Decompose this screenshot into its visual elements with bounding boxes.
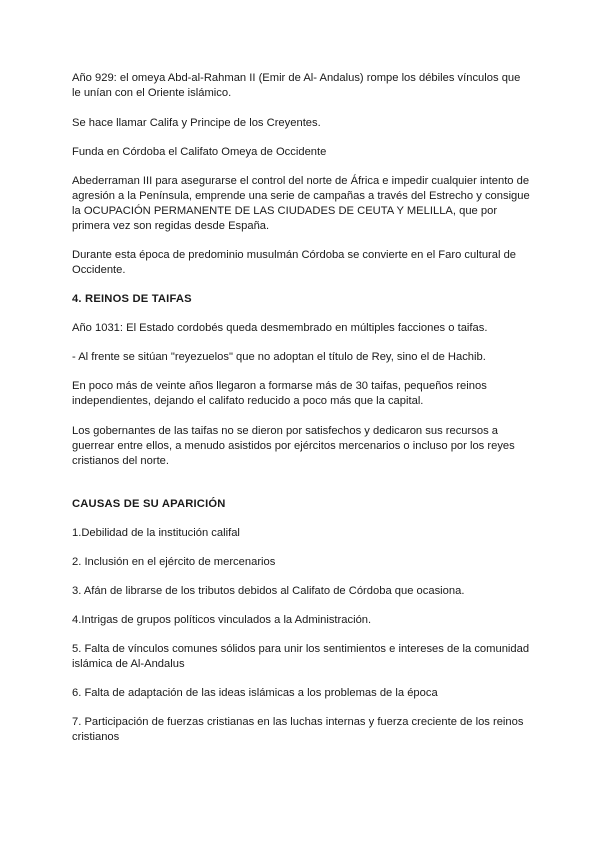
- paragraph-faro-cultural: Durante esta época de predominio musulmán Córdoba se convierte en el Faro cultural de Occidente.: [72, 249, 517, 276]
- paragraph-califato-omeya: Funda en Córdoba el Califato Omeya de Occidente: [72, 146, 327, 158]
- list-item-cause-5: 5. Falta de vínculos comunes sólidos para unir los sentimientos e intereses de la comunidad islámica de Al-Andalus: [72, 643, 530, 670]
- list-item-cause-6: 6. Falta de adaptación de las ideas islámicas a los problemas de la época: [72, 687, 438, 699]
- list-item-cause-4: 4.Intrigas de grupos políticos vinculados a la Administración.: [72, 614, 372, 626]
- paragraph-ano-929: Año 929: el omeya Abd-al-Rahman II (Emir de Al- Andalus) rompe los débiles vínculos que le unían con el Oriente islámico.: [72, 72, 521, 99]
- paragraph-califa: Se hace llamar Califa y Principe de los Creyentes.: [72, 117, 321, 129]
- list-item-cause-1: 1.Debilidad de la institución califal: [72, 527, 240, 539]
- paragraph-30-taifas: En poco más de veinte años llegaron a formarse más de 30 taifas, pequeños reinos independientes, dejando el califato reducido a poco más que la capital.: [72, 380, 487, 407]
- paragraph-reyezuelos: - Al frente se sitúan "reyezuelos" que no adoptan el título de Rey, sino el de Hachib.: [72, 351, 486, 363]
- document-page: [72, 71, 532, 745]
- paragraph-ano-1031: Año 1031: El Estado cordobés queda desmembrado en múltiples facciones o taifas.: [72, 322, 488, 334]
- list-item-cause-3: 3. Afán de librarse de los tributos debidos al Califato de Córdoba que ocasiona.: [72, 585, 465, 597]
- list-item-cause-7: 7. Participación de fuerzas cristianas en las luchas internas y fuerza creciente de los reinos cristianos: [72, 716, 524, 743]
- section-heading-taifas: 4. REINOS DE TAIFAS: [72, 293, 192, 305]
- section-heading-causas: CAUSAS DE SU APARICIÓN: [72, 498, 226, 510]
- list-item-cause-2: 2. Inclusión en el ejército de mercenarios: [72, 556, 276, 568]
- paragraph-gobernantes: Los gobernantes de las taifas no se dieron por satisfechos y dedicaron sus recursos a guerrear entre ellos, a menudo asistidos por ejércitos mercenarios o incluso por los reyes cristianos del norte.: [72, 425, 515, 467]
- paragraph-abederraman: Abederraman III para asegurarse el control del norte de África e impedir cualquier intento de agresión a la Península, emprende una serie de campañas a través del Estrecho y consigue la OCUPACIÓN PERMANENTE DE LAS CIUDADES DE CEUTA Y MELILLA, que por primera vez son regidas desde España.: [72, 175, 530, 232]
